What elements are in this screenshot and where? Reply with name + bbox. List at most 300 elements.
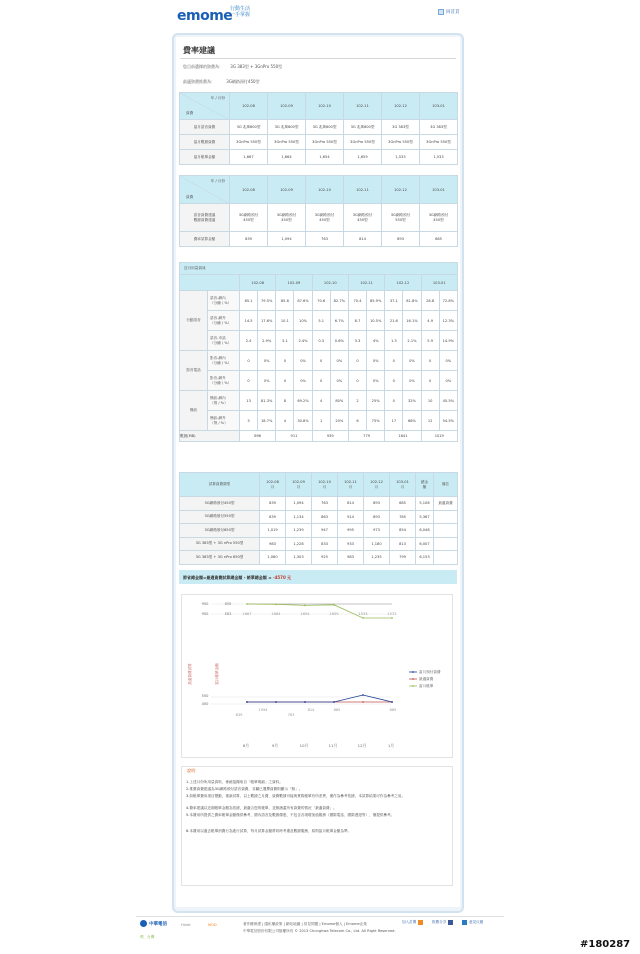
usage-cell: 87.6% [294,291,312,311]
month-header: 102-08 [230,93,268,120]
note-col-header: 備註 [434,473,458,497]
month-header: 102-09 [268,93,306,120]
usage-cell: 2.9% [258,331,276,351]
trial-cell: 1,134 [286,510,312,524]
table-cell: 1,533 [382,150,420,165]
mod-logo[interactable]: MOD [208,923,217,927]
cht-brand: 中華電信 [149,921,167,927]
corner-top-label: 年 / 月份 [210,96,225,100]
table-row [180,135,458,150]
row-label [180,204,230,232]
bill-point [391,617,393,619]
emome-logo[interactable] [177,8,232,24]
usage-row-label: 語音-市話 （分鐘 / %） [208,331,240,351]
table-cell: 3GnPro 550型 [268,135,306,150]
trial-cell: 839 [260,510,286,524]
y-tick-label: 450 [201,702,209,706]
bill-point [304,604,306,606]
savings-line [183,575,291,581]
trial-cell: 995 [338,524,364,538]
trial-total: 5,108 [416,497,434,511]
usage-cell: 2 [348,391,366,411]
table-cell: 3G 兆萬600型 [230,120,268,135]
note-item: 2.推薦資費建議為3G網路預付語音資費，非屬已選擇資費則顯示「無」。 [186,787,303,791]
usage-cell: 6 [348,411,366,431]
table-row [180,371,458,391]
trial-cell: 814 [338,497,364,511]
bill-chart [181,594,453,758]
usage-cell: 10.1 [276,311,294,331]
month-header: 102-11 [348,275,384,291]
usage-cell: 25% [367,391,385,411]
table-row [180,411,458,431]
table-row [180,431,458,442]
plan-cell: 3G網路預付 450型 [344,204,382,232]
current-bill-table [179,92,458,165]
y-tick-label: 950 [201,612,209,616]
usage-cell: 17.6% [258,311,276,331]
table-cell: 3G 383型 [420,120,458,135]
trial-cell: 1,080 [260,551,286,565]
month-header: 102-11 [344,176,382,204]
usage-cell: 14.5 [240,311,258,331]
usage-cell: 6.7% [330,311,348,331]
trial-note: 最適資費 [434,497,458,511]
usage-cell: 0 [348,351,366,371]
table-cell: 1,667 [230,150,268,165]
row-label: 當月帳單金額 [180,150,230,165]
trial-table [179,472,458,565]
usage-cell: 0% [439,371,457,391]
corner-bottom-label: 資費 [186,195,194,199]
usage-row-label: 語音-網外 （分鐘 / %） [208,311,240,331]
note-item: 1.上述月份所用量資料，係統接擷取自「帳單明細」之資料。 [186,780,283,784]
bill-point [246,603,248,605]
y-axis-label-left: 最適資費試算 [188,663,192,685]
note-item: 4.費率建議以近期帳單金額為依據，最適合您的帳單，並無涵蓋所有資費的情況「最適資費」。 [186,806,337,810]
month-header: 102-09 月 [286,473,312,497]
usage-cell: 0 [421,371,439,391]
usage-cell: 0 [348,371,366,391]
data-usage-cell: 779 [348,431,384,442]
best-plan-value: 3G網路預付450型 [226,79,260,84]
table-row [180,150,458,165]
plan-cell: 3G網路預付 550型 [382,204,420,232]
table-row [180,551,458,565]
note-item: 3.如帳單費用項目變動，重新試算，以上數據之月費、資費數據可能與實際帳單有所差異，僅作為參考依據，本試算結果可作為參考之用。 [186,794,406,798]
usage-cell: 0.3 [312,331,330,351]
legend-label: 最適資費 [419,677,434,682]
bill-point [362,617,364,619]
usage-cell: 70.4 [348,291,366,311]
trial-cell: 833 [312,537,338,551]
home-icon [438,9,444,15]
usage-cell: 0% [258,371,276,391]
trial-cell: 914 [338,510,364,524]
plan-cell: 3G網路預付 450型 [268,204,306,232]
month-header: 102-10 月 [312,473,338,497]
series-line-bill-green [247,604,392,618]
bottom-data-label: 685 [389,708,397,712]
month-header: 103-01 月 [390,473,416,497]
hinet-logo[interactable]: Hinet [181,923,191,927]
data-usage-label: 數據(MB) [180,431,240,442]
bottom-data-label: 814 [307,708,315,712]
table-cell: 763 [306,232,344,247]
usage-cell: 5.1 [312,311,330,331]
title-divider [180,58,456,59]
rss-icon [418,920,423,925]
data-usage-cell: 896 [240,431,276,442]
top-data-label: 1533 [358,612,368,616]
subscribe-link[interactable] [402,920,423,925]
trial-cell: 1,019 [260,524,286,538]
month-header: 102-08 月 [260,473,286,497]
month-header: 103-01 [420,176,458,204]
usage-cell: 0 [421,351,439,371]
usage-cell: 70.6 [312,291,330,311]
note-item: 5.本費用所提供之費率帳單金額僅供參考，國內語音及數據優惠，不包含各項增加值服務（國際電話、國際漫遊等），僅提供參考。 [186,813,395,817]
table-row [180,537,458,551]
savings-text: 節省總金額=最適資費試算總金額 - 帳單總金額 = [183,575,273,580]
usage-cell: 85.8 [276,291,294,311]
usage-cell: 75% [367,411,385,431]
table-cell: 3G 383型 [382,120,420,135]
trial-note [434,510,458,524]
best-plan-label: 最適資費推薦為： [183,79,215,84]
data-usage-cell: 1641 [385,431,421,442]
share-label: 推薦分享 [432,920,447,924]
usage-cell: 8.7 [348,311,366,331]
y-tick-label: 895 [224,602,232,606]
row-label: 費率試算金額 [180,232,230,247]
table-cell: 1,664 [268,150,306,165]
usage-row-label: 語音-網內 （分鐘 / %） [208,291,240,311]
watermark-badge: #180287 [580,939,631,950]
usage-cell: 13 [240,391,258,411]
table-cell: 839 [230,232,268,247]
page-title: 費率建議 [183,46,215,55]
trial-plan-name: 3G網路預付450型 [180,497,260,511]
table-row [180,497,458,511]
usage-cell: 0% [367,371,385,391]
prepaid-point [362,694,364,696]
usage-cell: 72.8% [439,291,457,311]
bottom-data-label: 763 [287,713,295,717]
cht-logo[interactable] [140,920,167,927]
table-row [180,232,458,247]
table-cell: 1,654 [306,150,344,165]
month-header: 102-12 [385,275,421,291]
table-row [180,311,458,331]
tagline-line1: 行動生活 [230,6,251,12]
usage-cell: 0 [385,351,403,371]
usage-cell: 54.5% [439,411,457,431]
usage-title: 近月用量資訊 [180,263,458,275]
share-link[interactable] [432,920,453,925]
trial-note [434,537,458,551]
cht-logo-icon [140,920,147,927]
month-header: 102-12 月 [364,473,390,497]
corner-top-label: 年 / 月份 [210,179,225,183]
current-plan-label: 您目前選擇的資費為： [183,64,223,69]
trial-total: 6,048 [416,524,434,538]
feitaiwan-logo: 飛．台灣 [140,935,155,939]
table-cell: 1,659 [344,150,382,165]
usage-cell: 2.1% [403,331,421,351]
bottom-data-label: 839 [235,713,243,717]
bill-point [275,603,277,605]
usage-cell: 0% [367,351,385,371]
usage-cell: 0% [403,371,421,391]
month-header: 103-01 [420,93,458,120]
top-data-label: 1533 [387,612,397,616]
table-row [180,351,458,371]
trial-note [434,551,458,565]
logo-text: emome [177,8,233,24]
usage-cell: 2.4 [240,331,258,351]
table-cell: 3G 兆萬600型 [344,120,382,135]
month-header: 103-01 [421,275,457,291]
usage-cell: 12.3% [439,311,457,331]
savings-amount: -4570 元 [272,575,292,580]
usage-cell: 8 [276,391,294,411]
series-line-prepaid [247,695,392,702]
usage-row-label: 影音-網外 （分鐘 / %） [208,371,240,391]
usage-cell: 85.9% [367,291,385,311]
month-header: 102-09 [268,176,306,204]
usage-cell: 4 [312,391,330,411]
usage-cell: 37.1 [385,291,403,311]
table-cell: 685 [420,232,458,247]
usage-cell: 32% [403,391,421,411]
table-row [180,204,458,232]
x-tick-label: 10月 [299,743,309,748]
usage-cell: 0 [276,351,294,371]
usage-cell: 3.3 [348,331,366,351]
usage-cell: 69.2% [294,391,312,411]
tagline-line2: 一手掌握 [230,12,251,18]
usage-cell: 12 [421,411,439,431]
y-tick-label: 583 [224,612,232,616]
usage-cell: 0 [240,371,258,391]
top-data-label: 1659 [329,612,339,616]
usage-cell: 80% [330,391,348,411]
trial-cell: 1,303 [286,551,312,565]
y-tick-label: 950 [201,602,209,606]
trial-cell: 1,094 [286,497,312,511]
usage-cell: 5.9 [421,331,439,351]
usage-cell: 65.1 [240,291,258,311]
plan-col-header: 試算資費類型 [180,473,260,497]
trial-cell: 933 [338,537,364,551]
voice-suggest-label: 語音資費建議 [193,212,216,217]
footer-divider [136,916,504,917]
usage-cell: 10 [421,391,439,411]
best-plan-line [183,79,260,85]
usage-blank-header [180,275,240,291]
table2-corner [180,176,230,204]
trial-note [434,524,458,538]
usage-cell: 0% [294,351,312,371]
trial-cell: 1,239 [286,524,312,538]
prepaid-point [304,701,306,703]
legend-marker [412,678,414,680]
usage-cell: 82.7% [330,291,348,311]
prepaid-point [246,701,248,703]
usage-cell: 10.5% [367,311,385,331]
legend-label: 當月帳單 [419,684,434,689]
top-data-label: 1654 [300,612,310,616]
usage-body [180,291,458,442]
trial-cell: 1,180 [364,537,390,551]
trial-cell: 893 [364,510,390,524]
current-plan-line [183,64,282,70]
x-tick-label: 12月 [357,743,367,748]
trial-cell: 983 [260,537,286,551]
trial-cell: 763 [312,497,338,511]
usage-cell: 30.8% [294,411,312,431]
usage-cell: 10% [294,311,312,331]
trial-cell: 839 [260,497,286,511]
table-cell: 3GnPro 550型 [230,135,268,150]
month-header: 102-10 [306,93,344,120]
month-header: 102-11 月 [338,473,364,497]
trial-plan-name: 3G 383型 + 3G nPro 650型 [180,551,260,565]
usage-cell: 3 [240,411,258,431]
table-cell: 3GnPro 550型 [344,135,382,150]
note-item: 6.本費用以過去帳單消費行為進行試算，每月試算金額將同時考慮及數據服務，原則當月帳單金額為準。 [186,829,352,833]
home-link[interactable] [438,9,460,15]
x-tick-label: 1月 [387,743,395,748]
footer-links[interactable]: 著作權保護 | 隱私權政策 | 網站地圖 | 常見問題 | Emome個人 | Emome企業 [243,922,367,926]
usage-cell: 4.9 [421,311,439,331]
trial-cell: 854 [390,524,416,538]
table-cell: 3G 兆萬600型 [306,120,344,135]
subscribe-label: 加入訂閱 [402,920,417,924]
trial-cell: 785 [390,510,416,524]
usage-cell: 20% [330,411,348,431]
trial-cell: 983 [338,551,364,565]
usage-cell: 0% [258,351,276,371]
legend-marker [412,685,414,687]
trial-body [180,497,458,565]
usage-cell: 1 [312,411,330,431]
usage-cell: 79.5% [258,291,276,311]
usage-cell: 17 [385,411,403,431]
usage-cell: 28.8 [421,291,439,311]
bottom-data-label: 865 [333,708,341,712]
trial-cell: 893 [364,497,390,511]
mail-icon [462,920,467,925]
table-row [180,331,458,351]
feedback-link[interactable] [462,920,483,925]
table-cell: 1,533 [420,150,458,165]
trial-cell: 1,228 [286,537,312,551]
y-axis-label-right: 當月帳單金額 [215,663,219,685]
table-cell: 814 [344,232,382,247]
table-cell: 3GnPro 550型 [382,135,420,150]
usage-row-label: 簡訊-網內 （則 / %） [208,391,240,411]
notes-title: 說明： [187,768,199,773]
footer-copyright: 中華電信股份有限公司版權所有 © 2013 Chunghwa Telecom Co., Ltd. All Right Reserved. [243,929,396,933]
usage-group-label: 簡訊 [180,391,208,431]
usage-cell: 45.5% [439,391,457,411]
usage-group-label: 影音電話 [180,351,208,391]
month-header: 102-12 [382,176,420,204]
bottom-data-label: 1094 [258,708,268,712]
y-tick-label: 550 [201,694,209,698]
usage-cell: 4% [367,331,385,351]
month-header: 102-12 [382,93,420,120]
trial-cell: 947 [312,524,338,538]
trial-total: 6,153 [416,551,434,565]
table-row [180,510,458,524]
plan-cell: 3G網路預付 450型 [306,204,344,232]
plan-suggestion-table [179,175,458,247]
usage-cell: 2.4% [294,331,312,351]
trial-plan-name: 3G網路預付550型 [180,510,260,524]
table-cell: 1,094 [268,232,306,247]
month-header: 102-10 [306,176,344,204]
x-tick-label: 8月 [242,743,250,748]
data-usage-cell: 911 [276,431,312,442]
table-cell: 893 [382,232,420,247]
trial-cell: 799 [390,551,416,565]
usage-cell: 16.1% [403,311,421,331]
total-col-header: 總金 額 [416,473,434,497]
best-point [362,701,364,703]
table-cell: 3GnPro 550型 [420,135,458,150]
top-data-label: 1667 [242,612,252,616]
usage-cell: 0 [312,351,330,371]
table-row [180,524,458,538]
usage-cell: 0% [294,371,312,391]
trial-cell: 1,235 [364,551,390,565]
usage-cell: 0% [439,351,457,371]
bill-point [333,604,335,606]
usage-cell: 0 [385,371,403,391]
usage-cell: 0.6% [330,331,348,351]
row-label: 當月數據資費 [180,135,230,150]
usage-cell: 0% [330,351,348,371]
table-row [180,120,458,135]
trial-cell: 973 [364,524,390,538]
row-label: 當月語音資費 [180,120,230,135]
usage-table [179,262,458,442]
usage-cell: 0 [312,371,330,391]
legend-label: 當月預付資費 [419,670,441,675]
usage-cell: 81.8% [403,291,421,311]
home-link-label: 回首頁 [446,10,460,15]
table-row [180,291,458,311]
corner-bottom-label: 資費 [186,111,194,115]
trial-cell: 925 [312,551,338,565]
current-plan-value: 3G 383型 + 3GnPro 550型 [230,64,283,69]
table-row [180,391,458,411]
table1-corner [180,93,230,120]
usage-cell: 0% [403,351,421,371]
month-header: 102-11 [344,93,382,120]
data-usage-cell: 1019 [421,431,457,442]
usage-cell: 68% [403,411,421,431]
x-tick-label: 9月 [271,743,279,748]
x-tick-label: 11月 [328,743,338,748]
trial-plan-name: 3G 383型 + 3G nPro 550型 [180,537,260,551]
usage-row-label: 影音-網內 （分鐘 / %） [208,351,240,371]
data-usage-cell: 939 [312,431,348,442]
trial-cell: 863 [312,510,338,524]
